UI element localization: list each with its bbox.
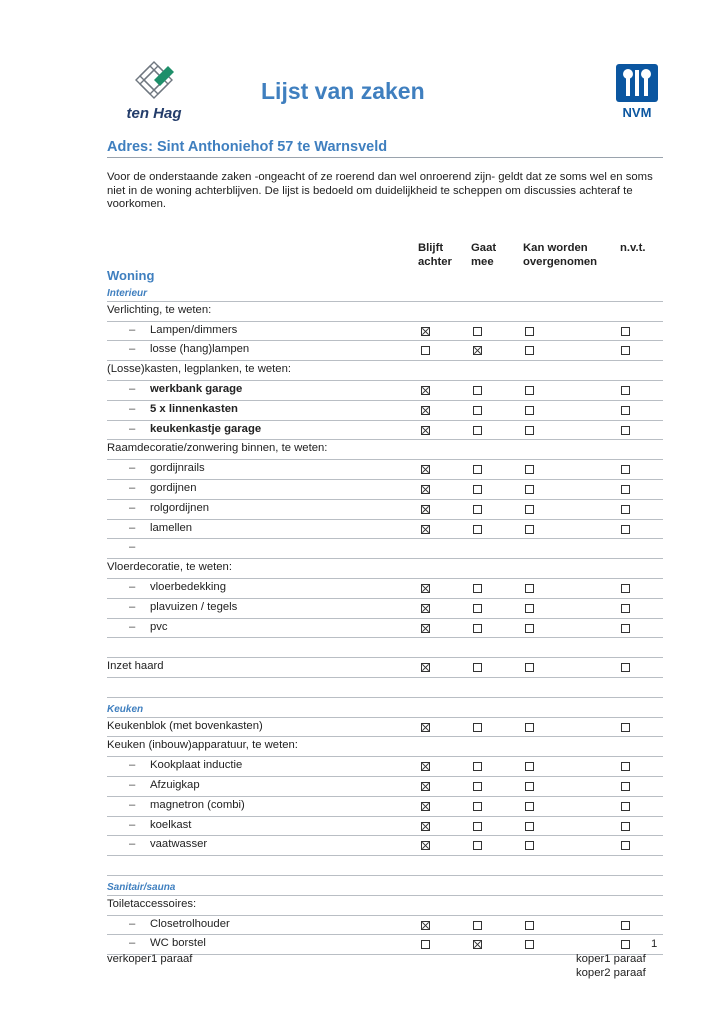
checkbox-gaat-mee[interactable] bbox=[473, 604, 482, 613]
dash-bullet: – bbox=[129, 818, 136, 831]
checkbox-nvt[interactable] bbox=[621, 940, 630, 949]
row-item-label: Afzuigkap bbox=[150, 779, 200, 791]
table-row bbox=[107, 836, 663, 856]
row-item-label: vaatwasser bbox=[150, 838, 208, 851]
row-group-label: (Losse)kasten, legplanken, te weten: bbox=[107, 363, 291, 376]
checkbox-gaat-mee[interactable] bbox=[473, 505, 482, 514]
checkbox-gaat-mee[interactable] bbox=[473, 802, 482, 811]
row-item-label: werkbank garage bbox=[150, 383, 243, 395]
checkbox-kan-worden-overgenomen[interactable] bbox=[525, 327, 534, 336]
row-item-label: 5 x linnenkasten bbox=[150, 402, 238, 415]
column-header-blijft-line1: Blijft bbox=[418, 242, 444, 254]
dash-bullet: – bbox=[129, 759, 136, 772]
checkbox-gaat-mee[interactable] bbox=[473, 940, 482, 949]
checkbox-nvt[interactable] bbox=[621, 327, 630, 336]
checkbox-blijft-achter[interactable] bbox=[421, 406, 430, 415]
section-row bbox=[107, 282, 663, 302]
checkbox-nvt[interactable] bbox=[621, 584, 630, 593]
table-row bbox=[107, 797, 663, 817]
column-header-gaat-line1: Gaat bbox=[471, 242, 497, 254]
row-group-label: Keukenblok (met bovenkasten) bbox=[107, 719, 263, 732]
footer-seller-initials: verkoper1 paraaf bbox=[107, 953, 193, 965]
checkbox-blijft-achter[interactable] bbox=[421, 386, 430, 395]
subsection-title: Interieur bbox=[107, 288, 148, 299]
row-group-label: Verlichting, te weten: bbox=[107, 303, 212, 316]
row-item-label: gordijnen bbox=[150, 482, 197, 494]
checkbox-kan-worden-overgenomen[interactable] bbox=[525, 782, 534, 791]
footer-buyer1-initials: koper1 paraaf bbox=[576, 953, 646, 965]
table-row bbox=[107, 440, 663, 460]
blank-row bbox=[107, 678, 663, 698]
checkbox-nvt[interactable] bbox=[621, 841, 630, 850]
checkbox-gaat-mee[interactable] bbox=[473, 822, 482, 831]
checkbox-blijft-achter[interactable] bbox=[421, 802, 430, 811]
footer-buyer2-initials: koper2 paraaf bbox=[576, 967, 646, 979]
checkbox-gaat-mee[interactable] bbox=[473, 762, 482, 771]
row-item-label: keukenkastje garage bbox=[150, 422, 262, 435]
dash-bullet: – bbox=[129, 343, 136, 356]
row-group-label: Vloerdecoratie, te weten: bbox=[107, 561, 232, 574]
dash-bullet: – bbox=[129, 482, 136, 494]
checkbox-nvt[interactable] bbox=[621, 782, 630, 791]
nvm-logo-icon bbox=[614, 62, 660, 104]
checkbox-gaat-mee[interactable] bbox=[473, 584, 482, 593]
checkbox-blijft-achter[interactable] bbox=[421, 822, 430, 831]
nvm-logo bbox=[614, 62, 660, 120]
checkbox-gaat-mee[interactable] bbox=[473, 624, 482, 633]
checkbox-gaat-mee[interactable] bbox=[473, 485, 482, 494]
checkbox-kan-worden-overgenomen[interactable] bbox=[525, 624, 534, 633]
checkbox-blijft-achter[interactable] bbox=[421, 782, 430, 791]
page-title: Lijst van zaken bbox=[261, 78, 425, 104]
checkbox-nvt[interactable] bbox=[621, 604, 630, 613]
table-row bbox=[107, 619, 663, 639]
checkbox-nvt[interactable] bbox=[621, 465, 630, 474]
checkbox-kan-worden-overgenomen[interactable] bbox=[525, 921, 534, 930]
address-divider bbox=[107, 157, 663, 158]
row-group-label: Toiletaccessoires: bbox=[107, 897, 197, 910]
checkbox-nvt[interactable] bbox=[621, 346, 630, 355]
dash-bullet: – bbox=[129, 323, 136, 336]
checkbox-kan-worden-overgenomen[interactable] bbox=[525, 723, 534, 732]
checkbox-nvt[interactable] bbox=[621, 921, 630, 930]
column-header-blijft-achter bbox=[418, 241, 452, 269]
column-header-kan-line2: overgenomen bbox=[523, 256, 598, 268]
checkbox-blijft-achter[interactable] bbox=[421, 505, 430, 514]
checkbox-gaat-mee[interactable] bbox=[473, 782, 482, 791]
checkbox-kan-worden-overgenomen[interactable] bbox=[525, 485, 534, 494]
dash-bullet: – bbox=[129, 937, 136, 950]
table-row bbox=[107, 361, 663, 381]
dash-bullet: – bbox=[129, 798, 136, 811]
checkbox-gaat-mee[interactable] bbox=[473, 327, 482, 336]
checkbox-blijft-achter[interactable] bbox=[421, 723, 430, 732]
row-item-label: vloerbedekking bbox=[150, 581, 226, 593]
table-row bbox=[107, 757, 663, 777]
checkbox-blijft-achter[interactable] bbox=[421, 346, 430, 355]
checkbox-blijft-achter[interactable] bbox=[421, 327, 430, 336]
row-item-label: pvc bbox=[150, 620, 168, 633]
checkbox-kan-worden-overgenomen[interactable] bbox=[525, 802, 534, 811]
column-header-gaat-line2: mee bbox=[471, 256, 494, 268]
checkbox-kan-worden-overgenomen[interactable] bbox=[525, 505, 534, 514]
dash-bullet: – bbox=[129, 600, 136, 613]
checkbox-kan-worden-overgenomen[interactable] bbox=[525, 406, 534, 415]
checkbox-blijft-achter[interactable] bbox=[421, 465, 430, 474]
checkbox-kan-worden-overgenomen[interactable] bbox=[525, 822, 534, 831]
checkbox-gaat-mee[interactable] bbox=[473, 465, 482, 474]
checkbox-blijft-achter[interactable] bbox=[421, 426, 430, 435]
ten-hag-logo bbox=[118, 58, 190, 124]
checkbox-nvt[interactable] bbox=[621, 723, 630, 732]
row-item-label: magnetron (combi) bbox=[150, 798, 245, 811]
dash-bullet: – bbox=[129, 541, 136, 554]
checkbox-blijft-achter[interactable] bbox=[421, 841, 430, 850]
ten-hag-logo-text: ten Hag bbox=[126, 105, 182, 122]
row-item-label: WC borstel bbox=[150, 937, 206, 950]
checkbox-blijft-achter[interactable] bbox=[421, 940, 430, 949]
checkbox-gaat-mee[interactable] bbox=[473, 663, 482, 672]
table-row bbox=[107, 421, 663, 441]
checkbox-kan-worden-overgenomen[interactable] bbox=[525, 841, 534, 850]
checkbox-kan-worden-overgenomen[interactable] bbox=[525, 604, 534, 613]
table-row bbox=[107, 579, 663, 599]
checkbox-kan-worden-overgenomen[interactable] bbox=[525, 584, 534, 593]
table-row bbox=[107, 658, 663, 678]
dash-bullet: – bbox=[129, 501, 136, 514]
row-group-label: Raamdecoratie/zonwering binnen, te weten: bbox=[107, 442, 328, 455]
checkbox-kan-worden-overgenomen[interactable] bbox=[525, 346, 534, 355]
intro-paragraph: Voor de onderstaande zaken -ongeacht of ze roerend dan wel onroerend zijn- geldt dat ze soms wel en soms niet in de woning achterblijven. De lijst is bedoeld om duidelijkheid te scheppen om discussies achteraf te voorkomen. bbox=[107, 171, 653, 210]
section-title-woning: Woning bbox=[107, 268, 155, 283]
column-header-gaat-mee bbox=[471, 241, 496, 269]
table-row bbox=[107, 322, 663, 342]
checkbox-kan-worden-overgenomen[interactable] bbox=[525, 426, 534, 435]
checkbox-blijft-achter[interactable] bbox=[421, 604, 430, 613]
table-row bbox=[107, 559, 663, 579]
column-header-kan-line1: Kan worden bbox=[523, 242, 588, 254]
checkbox-nvt[interactable] bbox=[621, 762, 630, 771]
row-group-label: Inzet haard bbox=[107, 660, 164, 673]
table-row bbox=[107, 341, 663, 361]
table-row bbox=[107, 500, 663, 520]
checkbox-blijft-achter[interactable] bbox=[421, 921, 430, 930]
column-header-nvt bbox=[620, 241, 646, 255]
checkbox-blijft-achter[interactable] bbox=[421, 485, 430, 494]
table-row bbox=[107, 599, 663, 619]
row-item-label: gordijnrails bbox=[150, 462, 205, 475]
nvm-logo-text: NVM bbox=[622, 105, 652, 120]
checkbox-nvt[interactable] bbox=[621, 663, 630, 672]
checkbox-kan-worden-overgenomen[interactable] bbox=[525, 386, 534, 395]
checkbox-kan-worden-overgenomen[interactable] bbox=[525, 465, 534, 474]
table-row bbox=[107, 520, 663, 540]
checkbox-gaat-mee[interactable] bbox=[473, 921, 482, 930]
address-heading: Adres: Sint Anthoniehof 57 te Warnsveld bbox=[107, 139, 388, 155]
checkbox-nvt[interactable] bbox=[621, 525, 630, 534]
column-header-kan-worden-overgenomen bbox=[523, 241, 597, 269]
subsection-title: Keuken bbox=[107, 703, 144, 715]
checkbox-kan-worden-overgenomen[interactable] bbox=[525, 525, 534, 534]
dash-bullet: – bbox=[129, 402, 136, 415]
dash-bullet: – bbox=[129, 462, 136, 475]
dash-bullet: – bbox=[129, 620, 136, 633]
checkbox-gaat-mee[interactable] bbox=[473, 525, 482, 534]
checkbox-blijft-achter[interactable] bbox=[421, 762, 430, 771]
row-item-label: koelkast bbox=[150, 818, 192, 831]
checkbox-nvt[interactable] bbox=[621, 624, 630, 633]
table-row bbox=[107, 480, 663, 500]
table-row bbox=[107, 916, 663, 936]
dash-bullet: – bbox=[129, 917, 136, 930]
checkbox-gaat-mee[interactable] bbox=[473, 841, 482, 850]
ten-hag-logo-icon bbox=[118, 58, 190, 106]
checkbox-nvt[interactable] bbox=[621, 426, 630, 435]
checkbox-gaat-mee[interactable] bbox=[473, 386, 482, 395]
blank-row bbox=[107, 856, 663, 876]
row-item-label: Closetrolhouder bbox=[150, 917, 230, 930]
dash-bullet: – bbox=[129, 521, 136, 534]
table-row bbox=[107, 460, 663, 480]
table-row bbox=[107, 817, 663, 837]
checkbox-gaat-mee[interactable] bbox=[473, 426, 482, 435]
checkbox-kan-worden-overgenomen[interactable] bbox=[525, 940, 534, 949]
subsection-title: Sanitair/sauna bbox=[107, 882, 176, 893]
table-row bbox=[107, 381, 663, 401]
table-row bbox=[107, 718, 663, 738]
table-row bbox=[107, 539, 663, 559]
table-row bbox=[107, 401, 663, 421]
dash-bullet: – bbox=[129, 838, 136, 851]
checkbox-gaat-mee[interactable] bbox=[473, 406, 482, 415]
row-item-label: plavuizen / tegels bbox=[150, 600, 238, 613]
checkbox-blijft-achter[interactable] bbox=[421, 624, 430, 633]
dash-bullet: – bbox=[129, 422, 136, 435]
row-item-label: losse (hang)lampen bbox=[150, 343, 250, 356]
dash-bullet: – bbox=[129, 581, 136, 593]
checkbox-gaat-mee[interactable] bbox=[473, 723, 482, 732]
section-row bbox=[107, 698, 663, 718]
dash-bullet: – bbox=[129, 779, 136, 791]
blank-row bbox=[107, 638, 663, 658]
row-item-label: Lampen/dimmers bbox=[150, 323, 238, 336]
checkbox-kan-worden-overgenomen[interactable] bbox=[525, 762, 534, 771]
row-group-label: Keuken (inbouw)apparatuur, te weten: bbox=[107, 739, 298, 752]
checkbox-nvt[interactable] bbox=[621, 505, 630, 514]
table-row bbox=[107, 737, 663, 757]
row-item-label: lamellen bbox=[150, 521, 193, 534]
table-row bbox=[107, 896, 663, 916]
checkbox-nvt[interactable] bbox=[621, 802, 630, 811]
page-number: 1 bbox=[651, 938, 658, 950]
table-row bbox=[107, 777, 663, 797]
section-row bbox=[107, 876, 663, 896]
checkbox-nvt[interactable] bbox=[621, 485, 630, 494]
checkbox-nvt[interactable] bbox=[621, 406, 630, 415]
checkbox-gaat-mee[interactable] bbox=[473, 346, 482, 355]
checkbox-kan-worden-overgenomen[interactable] bbox=[525, 663, 534, 672]
table-row bbox=[107, 302, 663, 322]
checkbox-blijft-achter[interactable] bbox=[421, 584, 430, 593]
column-header-blijft-line2: achter bbox=[418, 256, 452, 268]
row-item-label: rolgordijnen bbox=[150, 501, 210, 514]
checkbox-nvt[interactable] bbox=[621, 386, 630, 395]
column-header-nvt-line1: n.v.t. bbox=[620, 242, 646, 254]
checkbox-blijft-achter[interactable] bbox=[421, 663, 430, 672]
dash-bullet: – bbox=[129, 383, 136, 395]
checkbox-nvt[interactable] bbox=[621, 822, 630, 831]
row-item-label: Kookplaat inductie bbox=[150, 759, 243, 772]
checkbox-blijft-achter[interactable] bbox=[421, 525, 430, 534]
